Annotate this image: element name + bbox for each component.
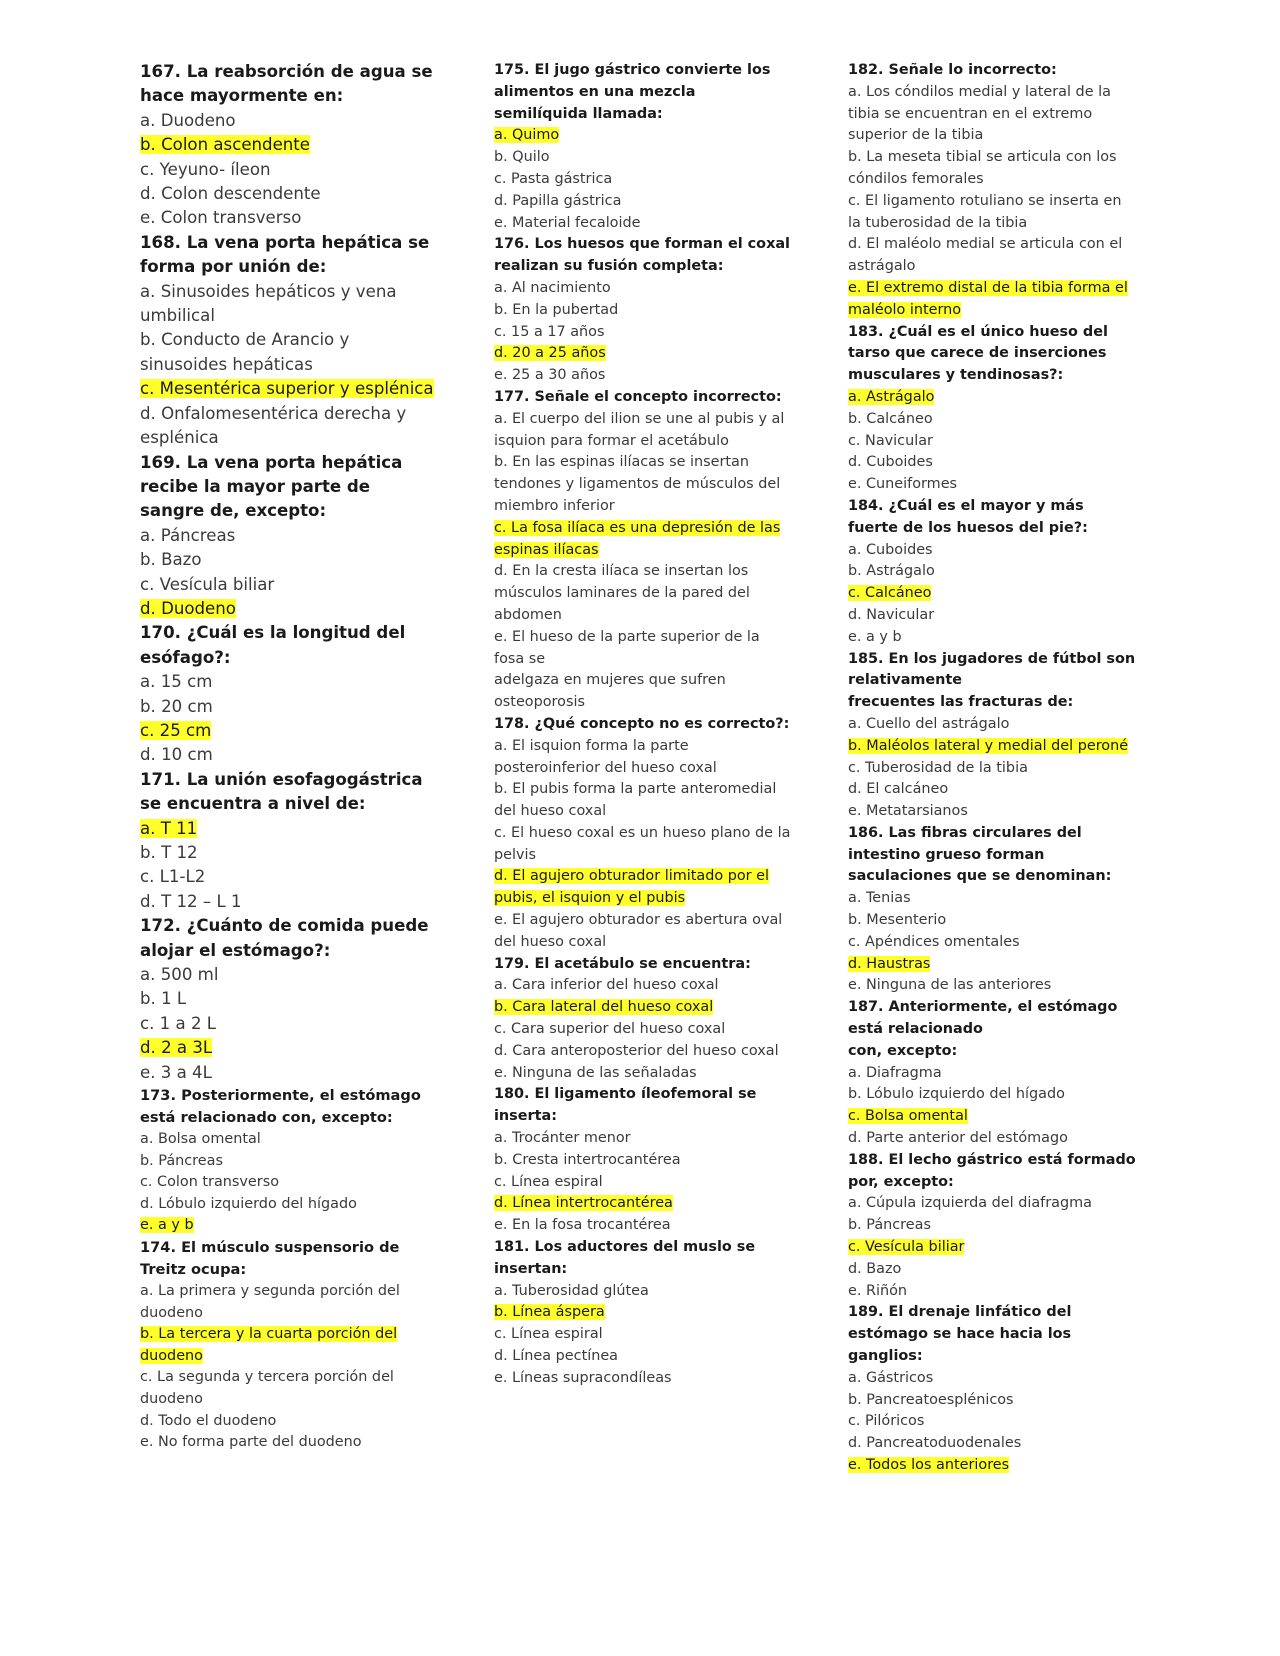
question-title: 182. Señale lo incorrecto: bbox=[848, 62, 1057, 78]
question-title: 167. La reabsorción de agua se hace mayormente en: bbox=[140, 62, 433, 106]
answer-option-text: c. Pilóricos bbox=[848, 1413, 925, 1430]
answer-option bbox=[848, 1084, 1138, 1106]
answer-option bbox=[494, 1150, 794, 1172]
answer-option-highlighted bbox=[140, 1324, 440, 1367]
answer-option-text: d. Haustras bbox=[848, 955, 931, 972]
answer-option-text: a. Quimo bbox=[494, 127, 560, 144]
answer-option-text: c. Navicular bbox=[848, 432, 933, 449]
answer-option bbox=[494, 561, 794, 626]
answer-option-text: b. La tercera y la cuarta porción del duodeno bbox=[140, 1326, 398, 1364]
question-block bbox=[848, 322, 1138, 496]
question-block bbox=[140, 768, 440, 914]
answer-option bbox=[494, 147, 794, 169]
answer-option-text: c. Vesícula biliar bbox=[848, 1239, 965, 1256]
answer-option-highlighted bbox=[140, 817, 440, 841]
answer-option-text: e. El agujero obturador es abertura oval del hueso coxal bbox=[494, 912, 783, 950]
answer-option-text: d. Cuboides bbox=[848, 454, 933, 471]
question-title: 187. Anteriormente, el estómago está relacionado bbox=[848, 999, 1118, 1038]
answer-option-highlighted bbox=[848, 387, 1138, 409]
answer-option-text: b. 1 L bbox=[140, 989, 187, 1009]
answer-option bbox=[848, 1281, 1138, 1303]
answer-option-text: d. Línea pectínea bbox=[494, 1348, 618, 1365]
question-title: 176. Los huesos que forman el coxal realizan su fusión completa: bbox=[494, 236, 790, 275]
answer-option-text: b. Quilo bbox=[494, 149, 550, 166]
answer-option bbox=[494, 1128, 794, 1150]
answer-option bbox=[494, 365, 794, 387]
answer-option bbox=[494, 1041, 794, 1063]
answer-option-text: e. Riñón bbox=[848, 1282, 908, 1299]
answer-option-highlighted bbox=[494, 518, 794, 562]
question-title: 177. Señale el concepto incorrecto: bbox=[494, 388, 782, 405]
answer-option bbox=[140, 1194, 440, 1216]
answer-option-text: a. La primera y segunda porción del duodeno bbox=[140, 1283, 400, 1321]
answer-option-text: a. Tuberosidad glútea bbox=[494, 1282, 649, 1299]
answer-option-text: e. Todos los anteriores bbox=[848, 1457, 1010, 1473]
answer-option-text: d. En la cresta ilíaca se insertan los músculos laminares de la pared del abdomen bbox=[494, 563, 750, 623]
answer-option-text: a. Astrágalo bbox=[848, 388, 935, 405]
answer-option bbox=[848, 758, 1138, 780]
question-title: 168. La vena porta hepática se forma por unión de: bbox=[140, 232, 430, 277]
question-title: 178. ¿Qué concepto no es correcto?: bbox=[494, 715, 790, 732]
answer-option bbox=[848, 82, 1138, 147]
answer-option-text: e. Ninguna de las anteriores bbox=[848, 977, 1052, 994]
answer-option bbox=[848, 605, 1138, 627]
answer-option-text: d. T 12 – L 1 bbox=[140, 891, 242, 911]
answer-option-text: a. 15 cm bbox=[140, 672, 213, 692]
answer-option-text: a. Sinusoides hepáticos y vena umbilical bbox=[140, 281, 397, 326]
answer-option-highlighted bbox=[140, 377, 440, 401]
answer-option-text: a. Diafragma bbox=[848, 1064, 942, 1081]
question-block bbox=[494, 234, 794, 387]
answer-option-text: e. En la fosa trocantérea bbox=[494, 1217, 671, 1234]
answer-option-text: b. 20 cm bbox=[140, 696, 213, 716]
answer-option-text: d. Bazo bbox=[848, 1260, 902, 1277]
question-title: 169. La vena porta hepática recibe la mayor parte de sangre de, excepto: bbox=[140, 452, 403, 521]
answer-option bbox=[848, 147, 1138, 191]
question-title: 186. Las fibras circulares del intestino grueso forman saculaciones que se denominan: bbox=[848, 824, 1112, 885]
question-block bbox=[848, 60, 1138, 322]
question-block bbox=[494, 387, 794, 714]
answer-option-text: a. 500 ml bbox=[140, 965, 219, 985]
answer-option-text: c. Bolsa omental bbox=[848, 1108, 968, 1125]
answer-option bbox=[848, 409, 1138, 431]
question-title-continued: con, excepto: bbox=[848, 1042, 958, 1059]
answer-option bbox=[140, 1432, 440, 1454]
answer-option-highlighted bbox=[494, 997, 794, 1019]
answer-option bbox=[494, 779, 794, 823]
answer-option bbox=[848, 1063, 1138, 1085]
answer-option-text: c. La fosa ilíaca es una depresión de las espinas ilíacas bbox=[494, 519, 781, 558]
answer-option bbox=[848, 452, 1138, 474]
answer-option-highlighted bbox=[848, 1237, 1138, 1259]
answer-option-text: c. L1-L2 bbox=[140, 867, 206, 887]
answer-option bbox=[494, 1215, 794, 1237]
answer-option-text: c. El hueso coxal es un hueso plano de la pelvis bbox=[494, 824, 791, 863]
answer-option-text: b. Cara lateral del hueso coxal bbox=[494, 999, 714, 1016]
answer-option bbox=[494, 1324, 794, 1346]
answer-option bbox=[494, 1368, 794, 1390]
answer-option-highlighted bbox=[494, 1302, 794, 1324]
answer-option bbox=[848, 975, 1138, 997]
question-title: 183. ¿Cuál es el único hueso del tarso que carece de inserciones musculares y tendinosas?: bbox=[848, 323, 1108, 384]
answer-option-text: b. Maléolos lateral y medial del peroné bbox=[848, 737, 1129, 754]
answer-option-text: c. Apéndices omentales bbox=[848, 933, 1020, 950]
answer-option-text: c. Pasta gástrica bbox=[494, 170, 613, 187]
answer-option-highlighted bbox=[494, 1193, 794, 1215]
answer-option bbox=[494, 169, 794, 191]
answer-option bbox=[140, 573, 440, 597]
question-block bbox=[140, 621, 440, 767]
answer-option bbox=[848, 431, 1138, 453]
column-1 bbox=[140, 60, 440, 1454]
answer-option bbox=[848, 191, 1138, 235]
answer-option-text: c. Mesentérica superior y esplénica bbox=[140, 379, 434, 399]
answer-option bbox=[140, 670, 440, 694]
answer-option-text: a. Cara inferior del hueso coxal bbox=[494, 977, 719, 994]
answer-option-text: e. Metatarsianos bbox=[848, 803, 968, 820]
answer-option-text: d. El maléolo medial se articula con el astrágalo bbox=[848, 236, 1123, 275]
answer-option bbox=[140, 328, 440, 377]
answer-option bbox=[848, 888, 1138, 910]
answer-option-text: c. Línea espiral bbox=[494, 1173, 603, 1190]
answer-option-text: a. Duodeno bbox=[140, 110, 236, 130]
answer-option bbox=[140, 695, 440, 719]
answer-option bbox=[494, 452, 794, 517]
answer-option-text: a. Cuello del astrágalo bbox=[848, 715, 1010, 732]
answer-option-highlighted bbox=[494, 125, 794, 147]
answer-option-text: b. Conducto de Arancio y sinusoides hepáticas bbox=[140, 330, 350, 374]
answer-option-text: b. La meseta tibial se articula con los cóndilos femorales bbox=[848, 149, 1117, 187]
question-block bbox=[494, 1084, 794, 1237]
answer-option bbox=[140, 1151, 440, 1173]
question-title: 175. El jugo gástrico convierte los alimentos en una mezcla semilíquida llamada: bbox=[494, 62, 771, 122]
answer-option bbox=[494, 213, 794, 235]
answer-option-text: e. Cuneiformes bbox=[848, 476, 958, 493]
answer-option-text: c. 25 cm bbox=[140, 720, 212, 740]
answer-option-text: c. Tuberosidad de la tibia bbox=[848, 759, 1028, 776]
answer-option bbox=[140, 987, 440, 1011]
answer-option-highlighted bbox=[494, 343, 794, 365]
answer-option-text: d. Parte anterior del estómago bbox=[848, 1130, 1068, 1147]
column-3 bbox=[848, 60, 1138, 1477]
question-block bbox=[848, 1150, 1138, 1303]
answer-option-text: b. Astrágalo bbox=[848, 563, 935, 580]
answer-option-text: b. Colon ascendente bbox=[140, 135, 311, 155]
answer-option-text: d. Onfalomesentérica derecha y esplénica bbox=[140, 403, 407, 448]
answer-option bbox=[140, 1172, 440, 1194]
answer-option bbox=[494, 1172, 794, 1194]
answer-option-highlighted bbox=[848, 1106, 1138, 1128]
answer-option bbox=[494, 1346, 794, 1368]
answer-option-text: a. Cúpula izquierda del diafragma bbox=[848, 1195, 1092, 1212]
answer-option-text: a. El cuerpo del ilion se une al pubis y al isquion para formar el acetábulo bbox=[494, 410, 785, 449]
answer-option-highlighted bbox=[140, 719, 440, 743]
answer-option bbox=[494, 300, 794, 322]
answer-option-text: d. 2 a 3L bbox=[140, 1038, 213, 1058]
answer-option bbox=[848, 1259, 1138, 1281]
answer-option bbox=[140, 1281, 440, 1324]
answer-option bbox=[140, 1061, 440, 1085]
answer-option-text: d. Cara anteroposterior del hueso coxal bbox=[494, 1042, 779, 1059]
answer-option bbox=[848, 1390, 1138, 1412]
answer-option-text: adelgaza en mujeres que sufren osteoporosis bbox=[494, 672, 726, 711]
answer-option-text: a. Páncreas bbox=[140, 525, 236, 545]
answer-option-text: b. En la pubertad bbox=[494, 301, 619, 318]
answer-option-text: e. a y b bbox=[848, 628, 902, 645]
answer-option-text: e. 25 a 30 años bbox=[494, 367, 606, 384]
answer-option bbox=[848, 1193, 1138, 1215]
answer-option-text: b. Pancreatoesplénicos bbox=[848, 1391, 1014, 1408]
answer-option bbox=[494, 823, 794, 867]
answer-option bbox=[494, 409, 794, 453]
answer-option-text: c. Colon transverso bbox=[140, 1174, 279, 1191]
question-block bbox=[848, 496, 1138, 649]
answer-option-highlighted bbox=[848, 954, 1138, 976]
answer-option-highlighted bbox=[140, 1215, 440, 1237]
answer-option bbox=[494, 1063, 794, 1085]
answer-option bbox=[140, 402, 440, 451]
answer-option-text: e. El extremo distal de la tibia forma el maléolo interno bbox=[848, 279, 1128, 318]
question-block bbox=[848, 649, 1138, 823]
answer-option bbox=[848, 1411, 1138, 1433]
answer-option-text: b. Línea áspera bbox=[494, 1304, 605, 1321]
answer-option-text: e. El hueso de la parte superior de la fosa se bbox=[494, 628, 760, 667]
answer-option-text: d. 10 cm bbox=[140, 745, 213, 765]
answer-option-text: b. Páncreas bbox=[848, 1217, 931, 1234]
question-title: 189. El drenaje linfático del estómago se hace hacia los ganglios: bbox=[848, 1304, 1072, 1365]
answer-option bbox=[848, 779, 1138, 801]
answer-option bbox=[140, 1367, 440, 1410]
question-title: 180. El ligamento íleofemoral se inserta: bbox=[494, 1086, 757, 1125]
question-block bbox=[494, 60, 794, 234]
question-block bbox=[140, 1085, 440, 1237]
answer-option bbox=[848, 714, 1138, 736]
question-title: 181. Los aductores del muslo se insertan: bbox=[494, 1239, 756, 1277]
answer-option-highlighted bbox=[848, 278, 1138, 322]
answer-option-text: d. Duodeno bbox=[140, 598, 236, 618]
answer-option bbox=[848, 1128, 1138, 1150]
answer-option bbox=[494, 627, 794, 671]
question-title: 185. En los jugadores de fútbol son relativamente bbox=[848, 650, 1136, 689]
question-block bbox=[140, 451, 440, 622]
answer-option-text: a. Trocánter menor bbox=[494, 1130, 631, 1147]
answer-option-text: b. Mesenterio bbox=[848, 912, 947, 929]
answer-option-text: c. Vesícula biliar bbox=[140, 574, 275, 594]
answer-option-text: c. 15 a 17 años bbox=[494, 323, 605, 340]
answer-option bbox=[848, 540, 1138, 562]
answer-option-text: a. El isquion forma la parte posteroinferior del hueso coxal bbox=[494, 737, 717, 776]
answer-option-highlighted bbox=[848, 736, 1138, 758]
answer-option bbox=[140, 109, 440, 133]
answer-option-text: b. El pubis forma la parte anteromedial del hueso coxal bbox=[494, 781, 777, 820]
answer-option-text: d. Colon descendente bbox=[140, 184, 321, 204]
answer-option-highlighted bbox=[494, 866, 794, 910]
answer-option-text: c. Calcáneo bbox=[848, 585, 932, 602]
answer-option-text: a. Los cóndilos medial y lateral de la tibia se encuentran en el extremo superior de la tibia bbox=[848, 83, 1111, 144]
answer-option bbox=[848, 801, 1138, 823]
question-block bbox=[848, 1302, 1138, 1476]
answer-option bbox=[494, 1281, 794, 1303]
answer-option bbox=[494, 278, 794, 300]
answer-option-text: d. Pancreatoduodenales bbox=[848, 1435, 1022, 1452]
answer-option bbox=[848, 474, 1138, 496]
question-block bbox=[140, 1237, 440, 1454]
answer-option bbox=[140, 158, 440, 182]
answer-option-text: d. Papilla gástrica bbox=[494, 192, 622, 209]
answer-option bbox=[494, 322, 794, 344]
answer-option-text: c. La segunda y tercera porción del duodeno bbox=[140, 1369, 394, 1407]
answer-option bbox=[848, 1215, 1138, 1237]
answer-option bbox=[848, 1368, 1138, 1390]
answer-option bbox=[494, 910, 794, 954]
question-block bbox=[494, 714, 794, 954]
answer-option-text: e. 3 a 4L bbox=[140, 1062, 212, 1082]
answer-option-text: b. Cresta intertrocantérea bbox=[494, 1151, 681, 1168]
answer-option bbox=[140, 890, 440, 914]
answer-option-text: e. Material fecaloide bbox=[494, 214, 641, 231]
answer-option-highlighted bbox=[848, 583, 1138, 605]
question-title: 174. El músculo suspensorio de Treitz ocupa: bbox=[140, 1239, 400, 1279]
answer-option-text: e. Colon transverso bbox=[140, 208, 302, 228]
answer-option-text: d. El agujero obturador limitado por el pubis, el isquion y el pubis bbox=[494, 868, 769, 907]
question-block bbox=[140, 914, 440, 1085]
answer-option bbox=[140, 548, 440, 572]
question-title: 170. ¿Cuál es la longitud del esófago?: bbox=[140, 623, 406, 667]
answer-option-text: b. T 12 bbox=[140, 843, 198, 862]
answer-option bbox=[848, 910, 1138, 932]
answer-option-text: d. Lóbulo izquierdo del hígado bbox=[140, 1195, 357, 1212]
answer-option-text: d. Línea intertrocantérea bbox=[494, 1195, 673, 1212]
answer-option-text: c. El ligamento rotuliano se inserta en la tuberosidad de la tibia bbox=[848, 192, 1122, 231]
answer-option-text: d. Todo el duodeno bbox=[140, 1412, 277, 1429]
answer-option-text: b. Calcáneo bbox=[848, 410, 933, 427]
answer-option-text: e. a y b bbox=[140, 1217, 194, 1234]
question-title: 188. El lecho gástrico está formado por, excepto: bbox=[848, 1151, 1136, 1190]
column-2 bbox=[494, 60, 794, 1390]
answer-option-text: c. Yeyuno- íleon bbox=[140, 159, 271, 179]
question-block bbox=[494, 954, 794, 1085]
answer-option-text: d. Navicular bbox=[848, 606, 935, 623]
question-block bbox=[848, 823, 1138, 997]
question-title: 172. ¿Cuánto de comida puede alojar el estómago?: bbox=[140, 916, 429, 960]
answer-option bbox=[848, 234, 1138, 278]
question-block bbox=[848, 997, 1138, 1150]
answer-option-text: b. Páncreas bbox=[140, 1152, 223, 1169]
answer-option bbox=[848, 932, 1138, 954]
answer-option-text: a. Cuboides bbox=[848, 541, 933, 558]
answer-option bbox=[140, 865, 440, 889]
answer-option-text: a. Al nacimiento bbox=[494, 279, 611, 296]
question-title: 184. ¿Cuál es el mayor y más fuerte de los huesos del pie?: bbox=[848, 497, 1088, 536]
answer-option-text: d. 20 a 25 años bbox=[494, 345, 606, 362]
question-title: 173. Posteriormente, el estómago está relacionado con, excepto: bbox=[140, 1087, 421, 1127]
answer-option bbox=[848, 1433, 1138, 1455]
question-block bbox=[140, 60, 440, 231]
answer-option-text: b. Bazo bbox=[140, 550, 202, 570]
question-title: 179. El acetábulo se encuentra: bbox=[494, 955, 751, 972]
answer-option bbox=[140, 963, 440, 987]
answer-option bbox=[494, 670, 794, 714]
answer-option-text: b. Lóbulo izquierdo del hígado bbox=[848, 1086, 1065, 1103]
answer-option-text: c. Línea espiral bbox=[494, 1326, 603, 1343]
answer-option bbox=[140, 524, 440, 548]
answer-option-text: a. Gástricos bbox=[848, 1369, 934, 1386]
answer-option bbox=[140, 1012, 440, 1036]
question-block bbox=[494, 1237, 794, 1390]
question-title: 171. La unión esofagogástrica se encuentra a nivel de: bbox=[140, 769, 423, 814]
answer-option bbox=[494, 1019, 794, 1041]
answer-option-highlighted bbox=[140, 597, 440, 621]
answer-option bbox=[494, 975, 794, 997]
answer-option-highlighted bbox=[140, 1036, 440, 1060]
answer-option-text: c. Cara superior del hueso coxal bbox=[494, 1021, 726, 1038]
answer-option bbox=[848, 561, 1138, 583]
answer-option-text: e. Líneas supracondíleas bbox=[494, 1369, 672, 1386]
answer-option-text: a. Tenias bbox=[848, 890, 911, 907]
answer-option-text: a. Bolsa omental bbox=[140, 1131, 261, 1148]
question-title-continued: frecuentes las fracturas de: bbox=[848, 694, 1074, 711]
answer-option-text: b. En las espinas ilíacas se insertan tendones y ligamentos de músculos del miembro inferior bbox=[494, 454, 781, 514]
answer-option bbox=[494, 736, 794, 780]
answer-option bbox=[140, 841, 440, 865]
answer-option-text: c. 1 a 2 L bbox=[140, 1013, 217, 1033]
answer-option bbox=[140, 1129, 440, 1151]
answer-option bbox=[494, 191, 794, 213]
answer-option-text: e. No forma parte del duodeno bbox=[140, 1434, 362, 1451]
answer-option bbox=[140, 280, 440, 329]
answer-option-highlighted bbox=[140, 133, 440, 157]
question-block bbox=[140, 231, 440, 451]
answer-option bbox=[140, 743, 440, 767]
answer-option bbox=[140, 206, 440, 230]
answer-option-text: d. El calcáneo bbox=[848, 781, 949, 798]
answer-option bbox=[140, 182, 440, 206]
answer-option bbox=[140, 1411, 440, 1433]
answer-option-text: e. Ninguna de las señaladas bbox=[494, 1064, 697, 1081]
answer-option-text: a. T 11 bbox=[140, 818, 198, 838]
answer-option bbox=[848, 627, 1138, 649]
answer-option-highlighted bbox=[848, 1455, 1138, 1477]
